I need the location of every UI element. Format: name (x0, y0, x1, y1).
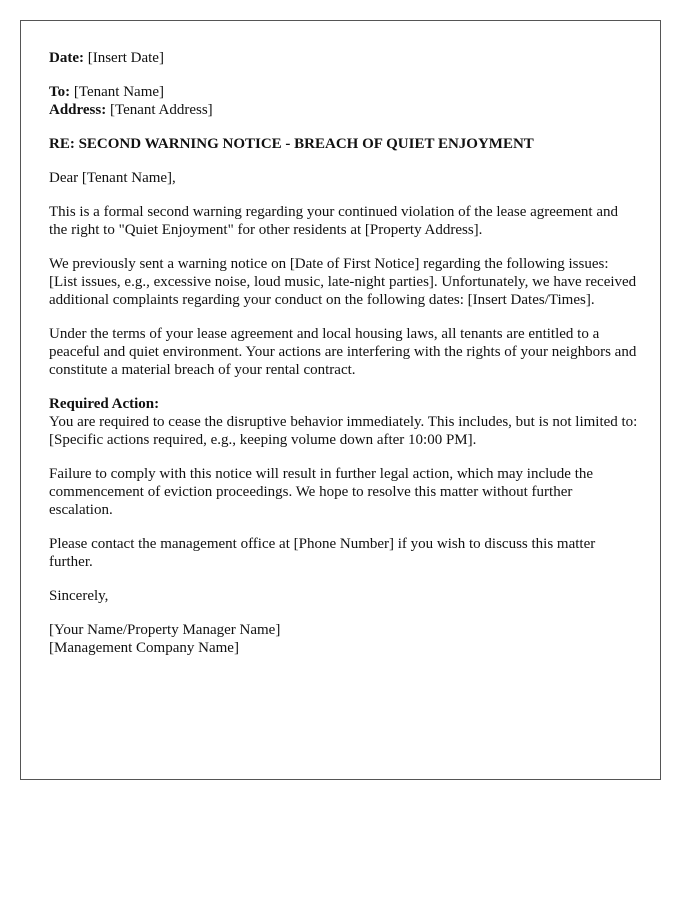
paragraph-contact: Please contact the management office at [Phone Number] if you wish to discuss this matter further. (49, 536, 596, 570)
required-action-section (49, 395, 639, 449)
date-label: Date: (49, 50, 84, 66)
subject-line: RE: SECOND WARNING NOTICE - BREACH OF QUIET ENJOYMENT (49, 136, 534, 152)
address-line (49, 101, 639, 119)
paragraph-formal-warning: This is a formal second warning regarding your continued violation of the lease agreement and the right to "Quiet Enjoyment" for other residents at [Property Address]. (49, 204, 618, 238)
signature-name: [Your Name/Property Manager Name] (49, 622, 281, 638)
salutation: Dear [Tenant Name], (49, 170, 176, 186)
to-value: [Tenant Name] (70, 84, 165, 100)
address-label: Address: (49, 102, 107, 118)
required-action-text: You are required to cease the disruptive behavior immediately. This includes, but is not limited to: [Specific actions required, e.g., keeping volume down after 10:00 PM]. (49, 414, 638, 448)
date-value: [Insert Date] (83, 50, 164, 66)
paragraph-lease-terms: Under the terms of your lease agreement and local housing laws, all tenants are entitled to a peaceful and quiet environment. Your actions are interfering with the rights of your neighbors and constitute a material breach of your rental contract. (49, 326, 637, 378)
signature-company: [Management Company Name] (49, 640, 239, 656)
required-action-heading: Required Action: (49, 396, 160, 412)
to-label: To: (49, 84, 71, 100)
paragraph-previous-notice: We previously sent a warning notice on [Date of First Notice] regarding the following issues: [List issues, e.g., excessive noise, loud music, late-night parties]. Unfortunately, we have received additional complaints regarding your conduct on the following dates: [Insert Dates/Times]. (49, 256, 637, 308)
recipient-line (49, 83, 639, 101)
letter-body (49, 49, 639, 657)
address-value: [Tenant Address] (106, 102, 213, 118)
date-line (49, 49, 639, 67)
letter-page (20, 20, 661, 780)
paragraph-legal-action: Failure to comply with this notice will result in further legal action, which may include the commencement of eviction proceedings. We hope to resolve this matter without further escalation. (49, 466, 594, 518)
closing: Sincerely, (49, 588, 109, 604)
